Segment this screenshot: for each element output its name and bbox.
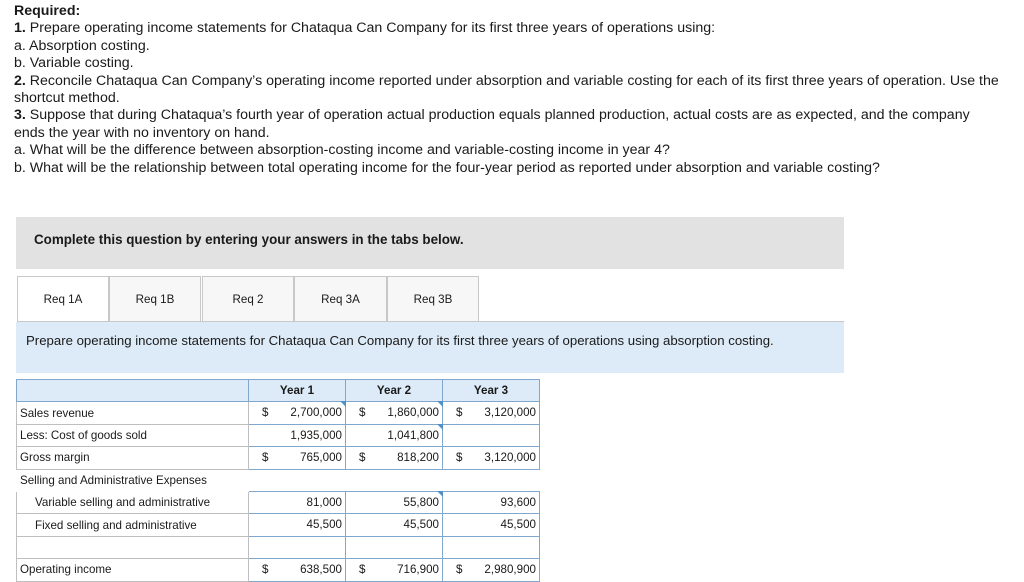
variable-sga-year-2[interactable] (346, 491, 443, 513)
cell-value: 93,600 (500, 495, 536, 509)
gross-margin-year-1[interactable] (249, 447, 346, 469)
cell-value: 81,000 (306, 495, 342, 509)
cell-value: 3,120,000 (484, 406, 536, 420)
cogs-year-2[interactable] (346, 424, 443, 446)
cell-value: 2,980,900 (484, 563, 536, 577)
required-item-3 (14, 107, 1004, 142)
row-label-blank[interactable] (17, 536, 249, 558)
table-row (17, 424, 540, 446)
blank-year-1[interactable] (249, 536, 346, 558)
fixed-sga-year-2[interactable] (346, 514, 443, 536)
row-label-fixed-sga: Fixed selling and administrative (17, 514, 249, 536)
operating-income-year-3[interactable] (443, 559, 540, 581)
fixed-sga-year-3[interactable] (443, 514, 540, 536)
cell-value: 638,500 (300, 563, 342, 577)
table-row (17, 469, 540, 491)
cell-value: 45,500 (500, 518, 536, 532)
dollar-sign: $ (359, 563, 366, 577)
table-row (17, 491, 540, 513)
table-row (17, 447, 540, 469)
header-year-1: Year 1 (249, 380, 346, 402)
dollar-sign: $ (262, 563, 269, 577)
dollar-sign: $ (262, 406, 269, 420)
empty-cell (443, 469, 540, 491)
table-row (17, 536, 540, 558)
row-label-operating-income: Operating income (17, 559, 249, 581)
instructions-banner (16, 217, 844, 269)
tab-req-3a[interactable]: Req 3A (294, 276, 387, 322)
sales-year-3[interactable] (443, 402, 540, 424)
cell-value: 55,800 (403, 495, 439, 509)
cell-value: 716,900 (397, 563, 439, 577)
row-label-sga-header: Selling and Administrative Expenses (20, 473, 207, 487)
operating-income-year-2[interactable] (346, 559, 443, 581)
header-row (17, 380, 540, 402)
row-label-variable-sga: Variable selling and administrative (17, 491, 249, 513)
variable-sga-year-1[interactable] (249, 491, 346, 513)
sales-year-1[interactable] (249, 402, 346, 424)
item-text: Suppose that during Chataqua’s fourth year of operation actual production equals planned production, actual costs are as expected, and the company ends the year with no inventory on hand. (14, 107, 970, 141)
instruction-text: Prepare operating income statements for Chataqua Can Company for its first three years of operations using absorption costing. (26, 333, 774, 348)
table-row (17, 559, 540, 581)
tab-req-2[interactable]: Req 2 (202, 276, 294, 322)
gross-margin-year-3[interactable] (443, 447, 540, 469)
dollar-sign: $ (456, 451, 463, 465)
dollar-sign: $ (456, 406, 463, 420)
tab-req-1a[interactable]: Req 1A (17, 276, 109, 323)
cell-value: 765,000 (300, 451, 342, 465)
cogs-year-1[interactable] (249, 424, 346, 446)
required-item-1b: b. Variable costing. (14, 55, 134, 72)
cell-value: 45,500 (403, 518, 439, 532)
income-statement-table (16, 379, 540, 582)
dollar-sign: $ (359, 406, 366, 420)
required-item-3b: b. What will be the relationship between total operating income for the four-year period as reported under absorption and variable costing? (14, 159, 880, 176)
item-number: 1. (14, 20, 26, 37)
tab-req-3b[interactable]: Req 3B (387, 276, 479, 322)
item-number: 2. (14, 72, 26, 89)
required-item-1a: a. Absorption costing. (14, 37, 150, 54)
required-item-3a: a. What will be the difference between absorption-costing income and variable-costing income in year 4? (14, 142, 670, 159)
item-text: Reconcile Chataqua Can Company’s operating income reported under absorption and variable costing for each of its first three years of operation. Use the shortcut method. (14, 72, 999, 107)
banner-text: Complete this question by entering your answers in the tabs below. (34, 232, 464, 247)
row-label-cogs: Less: Cost of goods sold (17, 424, 249, 446)
header-year-3: Year 3 (443, 380, 540, 402)
cell-value: 1,935,000 (290, 428, 342, 442)
item-text: Prepare operating income statements for Chataqua Can Company for its first three years of operations using: (25, 20, 716, 37)
dollar-sign: $ (262, 451, 269, 465)
dollar-sign: $ (456, 563, 463, 577)
item-number: 3. (14, 107, 26, 124)
cell-value: 818,200 (397, 451, 439, 465)
table-row (17, 402, 540, 424)
tab-instruction (16, 322, 844, 373)
fixed-sga-year-1[interactable] (249, 514, 346, 536)
table-row (17, 514, 540, 536)
dollar-sign: $ (359, 451, 366, 465)
cogs-year-3[interactable] (443, 424, 540, 446)
cell-value: 45,500 (306, 518, 342, 532)
cell-value: 1,041,800 (387, 428, 439, 442)
gross-margin-year-2[interactable] (346, 447, 443, 469)
variable-sga-year-3[interactable] (443, 491, 540, 513)
tab-req-1b[interactable]: Req 1B (109, 276, 201, 322)
required-section (14, 3, 1004, 177)
header-label-cell (17, 380, 249, 402)
empty-cell (346, 469, 443, 491)
required-item-1 (14, 20, 1004, 37)
header-year-2: Year 2 (346, 380, 443, 402)
cell-value: 3,120,000 (484, 451, 536, 465)
blank-year-2[interactable] (346, 536, 443, 558)
row-label-gross-margin: Gross margin (17, 447, 249, 469)
cell-value: 2,700,000 (290, 406, 342, 420)
empty-cell (249, 469, 346, 491)
required-item-2 (14, 73, 1004, 108)
operating-income-year-1[interactable] (249, 559, 346, 581)
required-heading: Required: (14, 3, 81, 19)
cell-value: 1,860,000 (387, 406, 439, 420)
sales-year-2[interactable] (346, 402, 443, 424)
blank-year-3[interactable] (443, 536, 540, 558)
row-label-sales: Sales revenue (17, 402, 249, 424)
